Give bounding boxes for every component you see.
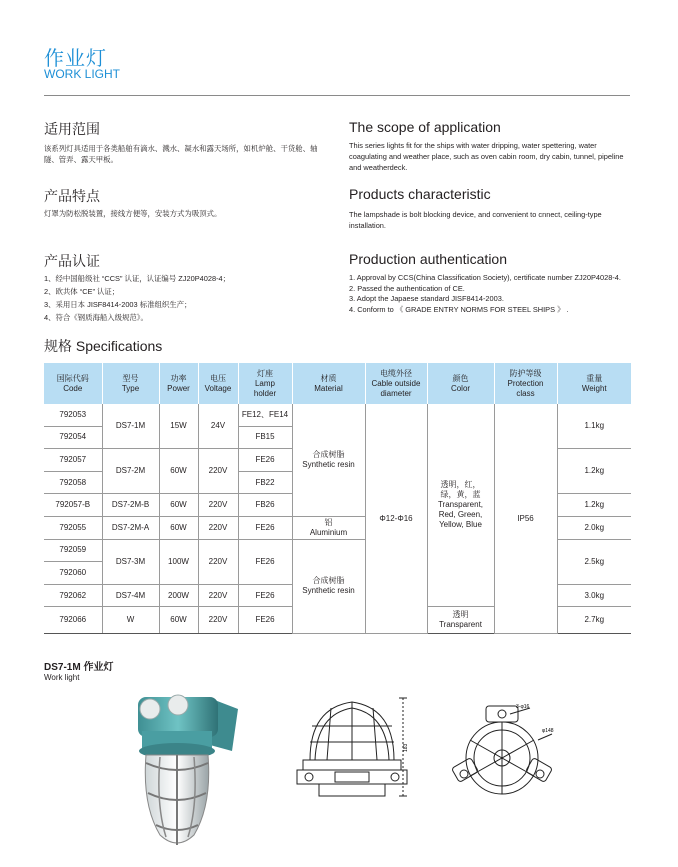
dim-bolt-label: 3-φ16 — [516, 704, 530, 710]
cert-item-en: 3. Adopt the Japaese standard JISF8414-2003. — [349, 294, 504, 303]
cert-list-en — [349, 273, 631, 315]
cable-cell: Φ12-Φ16 — [365, 404, 427, 634]
product-photo — [120, 685, 248, 855]
voltage-cell: 220V — [198, 516, 238, 539]
scope-heading-cn: 适用范围 — [44, 121, 100, 137]
material-cell: 铝 Aluminium — [292, 516, 365, 539]
cert-list-cn — [44, 273, 334, 323]
code-cell: 792060 — [44, 562, 102, 585]
code-cell: 792054 — [44, 426, 102, 449]
cert-item-cn: 3、采用日本 JISF8414-2003 标准组织生产； — [44, 300, 192, 309]
model-subtitle: Work light — [44, 673, 80, 682]
weight-cell: 1.1kg — [557, 404, 631, 449]
weight-cell: 2.5kg — [557, 539, 631, 584]
material-cell: 合成树脂 Synthetic resin — [292, 539, 365, 634]
holder-cell: FE26 — [238, 607, 292, 634]
cert-heading-cn: 产品认证 — [44, 253, 100, 269]
code-cell: 792059 — [44, 539, 102, 562]
col-header-code: 国际代码 Code — [44, 363, 102, 404]
power-cell: 15W — [159, 404, 198, 449]
voltage-cell: 220V — [198, 584, 238, 607]
code-cell: 792055 — [44, 516, 102, 539]
holder-cell: FE26 — [238, 516, 292, 539]
holder-cell: FE12、FE14 — [238, 404, 292, 426]
weight-cell: 3.0kg — [557, 584, 631, 607]
power-cell: 100W — [159, 539, 198, 584]
color-cell: 透明，红， 绿，黄，蓝 Transparent, Red, Green, Yellow, Blue — [427, 404, 494, 607]
weight-cell: 2.7kg — [557, 607, 631, 634]
power-cell: 60W — [159, 607, 198, 634]
code-cell: 792053 — [44, 404, 102, 426]
cert-item-cn: 2、欧共体 “CE” 认证； — [44, 287, 120, 296]
power-cell: 200W — [159, 584, 198, 607]
holder-cell: FB26 — [238, 494, 292, 517]
cert-item-en: 2. Passed the authentication of CE. — [349, 283, 465, 293]
power-cell: 60W — [159, 516, 198, 539]
holder-cell: FE26 — [238, 539, 292, 584]
cert-heading-en: Production authentication — [349, 251, 507, 267]
col-header-weight: 重量 Weight — [557, 363, 631, 404]
scope-text-cn: 该系列灯具适用于各类船舶有滴水、溅水、凝水和露天场所，如机炉舱、干货舱、轴隧、管弄、露天甲板。 — [44, 144, 318, 164]
top-view-drawing — [450, 700, 562, 810]
code-cell: 792057-B — [44, 494, 102, 517]
type-cell: DS7-2M-A — [102, 516, 159, 539]
holder-cell: FE26 — [238, 584, 292, 607]
scope-text-en: This series lights fit for the ships with water dripping, water spettering, water coagulating and weather place, such as oven cabin room, dry cabin, tunnel, pipeline and weatherdeck. — [349, 141, 624, 172]
specs-heading: 规格 Specifications — [44, 338, 163, 354]
dim-height-label: 183 — [403, 743, 409, 752]
type-cell: DS7-4M — [102, 584, 159, 607]
cert-item-en: 1. Approval by CCS(China Classification Society), certificate number ZJ20P4028-4. — [349, 273, 621, 282]
front-view-drawing — [295, 690, 415, 810]
cert-item-en: 4. Conform to 《 GRADE ENTRY NORMS FOR STEEL SHIPS 》 . — [349, 304, 569, 314]
type-cell: DS7-1M — [102, 404, 159, 449]
col-header-lamp-holder: 灯座 Lamp holder — [238, 363, 292, 404]
weight-cell: 1.2kg — [557, 494, 631, 517]
voltage-cell: 220V — [198, 539, 238, 584]
material-cell: 合成树脂 Synthetic resin — [292, 404, 365, 516]
weight-cell: 1.2kg — [557, 449, 631, 494]
features-text-cn: 灯罩为防松脱装置，接线方便等，安装方式为吸顶式。 — [44, 209, 222, 218]
holder-cell: FE26 — [238, 449, 292, 472]
voltage-cell: 24V — [198, 404, 238, 449]
col-header-color: 颜色 Color — [427, 363, 494, 404]
voltage-cell: 220V — [198, 449, 238, 494]
page-title-cn: 作业灯 — [44, 48, 107, 70]
spec-header-row — [44, 363, 631, 404]
power-cell: 60W — [159, 449, 198, 494]
holder-cell: FB22 — [238, 471, 292, 494]
dim-pcd-label: φ148 — [542, 728, 554, 734]
col-header-protection: 防护等级 Protection class — [494, 363, 557, 404]
col-header-cable: 电缆外径 Cable outside diameter — [365, 363, 427, 404]
type-cell: DS7-2M — [102, 449, 159, 494]
voltage-cell: 220V — [198, 494, 238, 517]
col-header-power: 功率 Power — [159, 363, 198, 404]
col-header-type: 型号 Type — [102, 363, 159, 404]
voltage-cell: 220V — [198, 607, 238, 634]
page-title-en: WORK LIGHT — [44, 67, 121, 81]
table-row — [44, 404, 631, 426]
holder-cell: FB15 — [238, 426, 292, 449]
type-cell: W — [102, 607, 159, 634]
spec-table — [44, 363, 631, 634]
col-header-material: 材质 Material — [292, 363, 365, 404]
header-divider — [44, 95, 630, 96]
cert-item-cn: 1、经中国船级社 “CCS” 认证，认证编号 ZJ20P4028-4； — [44, 274, 231, 283]
code-cell: 792058 — [44, 471, 102, 494]
cert-item-cn: 4、符合《钢质海船入级规范》。 — [44, 313, 148, 322]
col-header-voltage: 电压 Voltage — [198, 363, 238, 404]
code-cell: 792057 — [44, 449, 102, 472]
code-cell: 792062 — [44, 584, 102, 607]
power-cell: 60W — [159, 494, 198, 517]
code-cell: 792066 — [44, 607, 102, 634]
weight-cell: 2.0kg — [557, 516, 631, 539]
type-cell: DS7-3M — [102, 539, 159, 584]
type-cell: DS7-2M-B — [102, 494, 159, 517]
protection-cell: IP56 — [494, 404, 557, 634]
features-heading-en: Products characteristic — [349, 186, 491, 202]
features-text-en: The lampshade is bolt blocking device, and convenient to cnnect, ceiling-type installation. — [349, 210, 602, 230]
features-heading-cn: 产品特点 — [44, 188, 100, 204]
color-cell: 透明 Transparent — [427, 607, 494, 634]
scope-heading-en: The scope of application — [349, 119, 501, 135]
model-title: DS7-1M 作业灯 — [44, 662, 114, 673]
